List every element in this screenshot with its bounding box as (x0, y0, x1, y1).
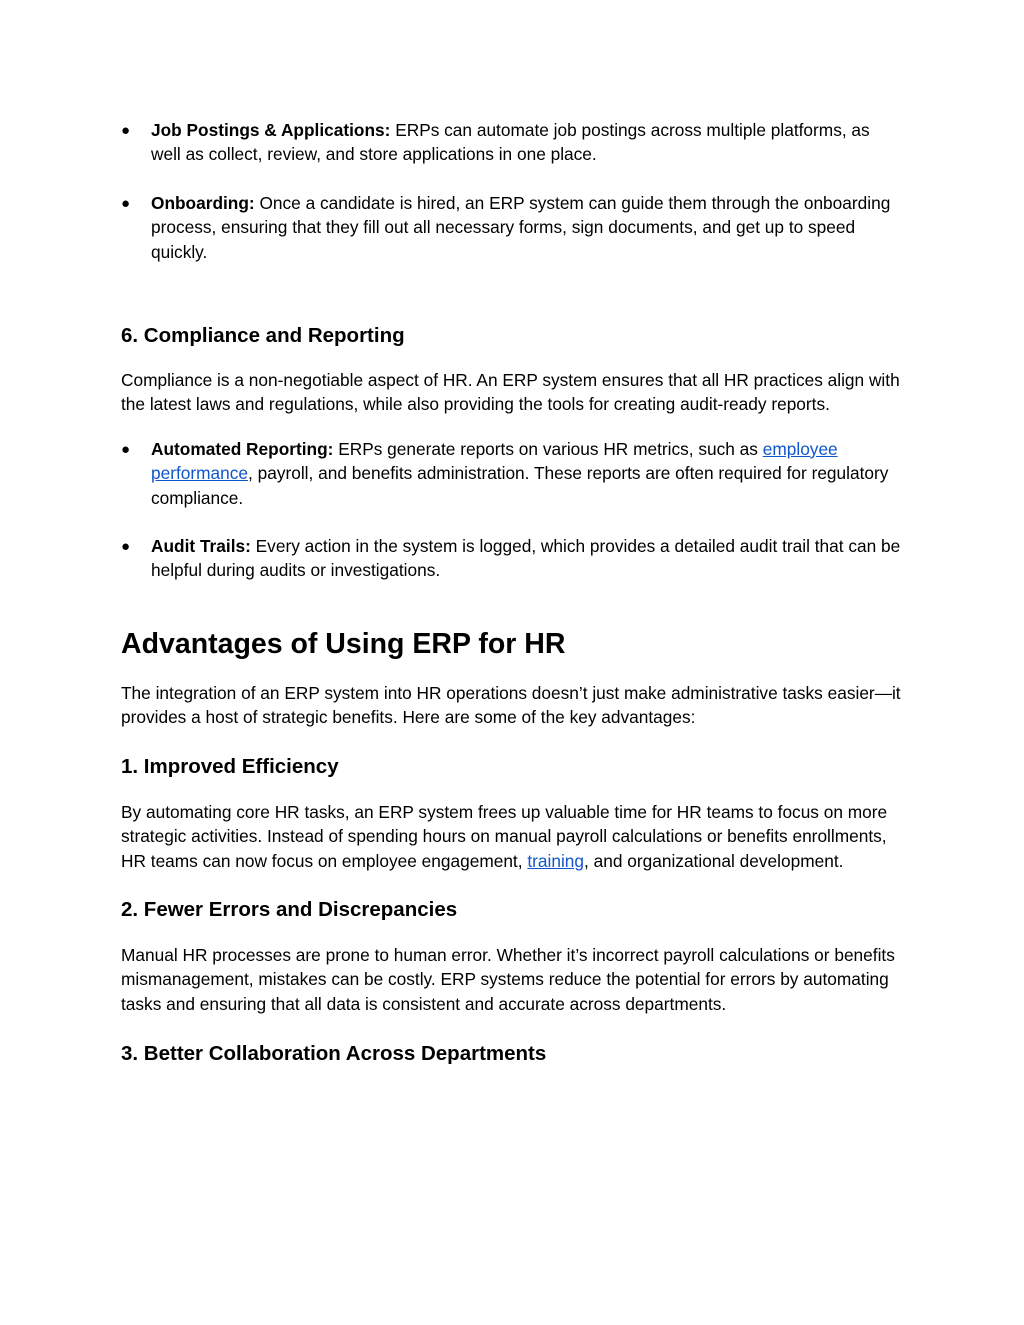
bullet-icon: ● (121, 194, 131, 212)
advantages-intro: The integration of an ERP system into HR operations doesn’t just make administrative tasks easier—it provides a host of strategic benefits. Here are some of the key advantages: (121, 682, 901, 728)
bullet-text: Once a candidate is hired, an ERP system can guide them through the onboarding process, ensuring that they fill out all necessary forms, sign documents, and get up to speed quickly. (151, 192, 891, 262)
list-item (121, 534, 901, 583)
list-item (121, 437, 901, 510)
section-heading-efficiency: 1. Improved Efficiency (121, 754, 339, 778)
page-heading-advantages: Advantages of Using ERP for HR (121, 627, 566, 660)
paragraph-text: By automating core HR tasks, an ERP system frees up valuable time for HR teams to focus on more strategic activities. Instead of spending hours on manual payroll calculations or benefits enrollments, HR teams can now focus on employee engagement, (121, 801, 888, 871)
bullet-text: ERPs can automate job postings across multiple platforms, as well as collect, review, and store applications in one place. (151, 120, 870, 165)
paragraph-text: , and organizational development. (584, 850, 844, 871)
efficiency-paragraph (121, 800, 901, 873)
bullet-icon: ● (121, 122, 131, 139)
compliance-bullet-list (121, 437, 901, 583)
list-item (121, 118, 901, 167)
bullet-icon: ● (121, 538, 131, 556)
section-heading-compliance: 6. Compliance and Reporting (121, 324, 405, 348)
list-item (121, 191, 901, 264)
employee-performance-link[interactable]: employee performance (151, 438, 838, 484)
compliance-intro: Compliance is a non-negotiable aspect of HR. An ERP system ensures that all HR practices align with the latest laws and regulations, while also providing the tools for creating audit-ready reports. (121, 370, 900, 415)
bullet-text: , payroll, and benefits administration. These reports are often required for regulatory compliance. (151, 463, 889, 508)
bullet-term: Automated Reporting: (151, 438, 334, 459)
training-link[interactable]: training (527, 850, 585, 871)
recruiting-bullet-list (121, 118, 901, 264)
bullet-term: Job Postings & Applications: (151, 120, 391, 140)
bullet-icon: ● (121, 440, 131, 458)
section-heading-errors: 2. Fewer Errors and Discrepancies (121, 897, 458, 921)
bullet-text: ERPs generate reports on various HR metrics, such as (333, 438, 763, 459)
document-page (121, 118, 901, 1067)
bullet-term: Audit Trails: (151, 536, 251, 557)
bullet-term: Onboarding: (151, 192, 255, 213)
errors-paragraph: Manual HR processes are prone to human error. Whether it’s incorrect payroll calculations or benefits mismanagement, mistakes can be costly. ERP systems reduce the potential for errors by automating tasks and ensuring that all data is consistent and accurate across departments. (121, 944, 895, 1014)
section-heading-collaboration: 3. Better Collaboration Across Departments (121, 1042, 547, 1066)
bullet-text: Every action in the system is logged, which provides a detailed audit trail that can be helpful during audits or investigations. (151, 536, 901, 581)
